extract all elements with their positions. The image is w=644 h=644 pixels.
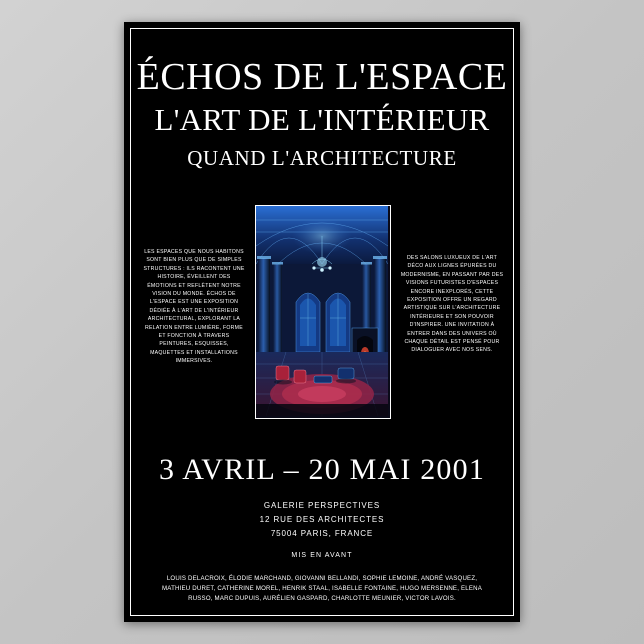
poster-title-block — [136, 56, 508, 173]
artist-credits: LOUIS DELACROIX, ÉLODIE MARCHAND, GIOVANNI BELLANDI, SOPHIE LEMOINE, ANDRÉ VASQUEZ, MATHIEU DURET, CATHERINE MOREL, HENRIK STAAL, ISABELLE FONTAINE, HUGO MERSENNE, ELENA RUSSO, MARC DUPUIS, AURÉLIEN GASPARD, CHARLOTTE MEUNIER, VICTOR LAVOIS. — [162, 575, 482, 602]
title-line-1: ÉCHOS DE L'ESPACE — [136, 56, 508, 98]
description-right-column: DES SALONS LUXUEUX DE L'ART DÉCO AUX LIGNES ÉPURÉES DU MODERNISME, EN PASSANT PAR DES VISIONS FUTURISTES D'ESPACES ENCORE INEXPLORÉS, CETTE EXPOSITION OFFRE UN REGARD ARTISTIQUE SUR L'ARCHITECTURE INTÉRIEURE ET SON POUVOIR D'INSPIRER. UNE INVITATION À ENTRER DANS DES UNIVERS OÙ CHAQUE DÉTAIL EST PENSÉ POUR DIALOGUER AVEC NOS SENS. — [400, 255, 504, 354]
description-left-column: LES ESPACES QUE NOUS HABITONS SONT BIEN PLUS QUE DE SIMPLES STRUCTURES : ILS RACONTENT UNE HISTOIRE, ÉVEILLENT DES ÉMOTIONS ET REFLÈTENT NOTRE VISION DU MONDE. ÉCHOS DE L'ESPACE EST UNE EXPOSITION DÉDIÉE À L'ART DE L'INTÉRIEUR ARCHITECTURAL, EXPLORANT LA RELATION ENTRE LUMIÈRE, FORME ET FONCTION À TRAVERS PEINTURES, ESQUISSES, MAQUETTES ET INSTALLATIONS IMMERSIVES. — [143, 249, 245, 365]
title-line-3: QUAND L'ARCHITECTURE — [187, 146, 457, 170]
venue-name: GALERIE PERSPECTIVES — [263, 501, 381, 510]
poster — [124, 22, 520, 622]
title-line-2: L'ART DE L'INTÉRIEUR — [154, 102, 490, 137]
featuring-label: MIS EN AVANT — [291, 552, 353, 559]
artwork-image — [255, 205, 391, 419]
exhibition-dates: 3 AVRIL – 20 MAI 2001 — [158, 453, 486, 486]
venue-city: 75004 PARIS, FRANCE — [270, 529, 374, 538]
venue-block — [136, 499, 508, 541]
venue-street: 12 RUE DES ARCHITECTES — [259, 515, 385, 524]
